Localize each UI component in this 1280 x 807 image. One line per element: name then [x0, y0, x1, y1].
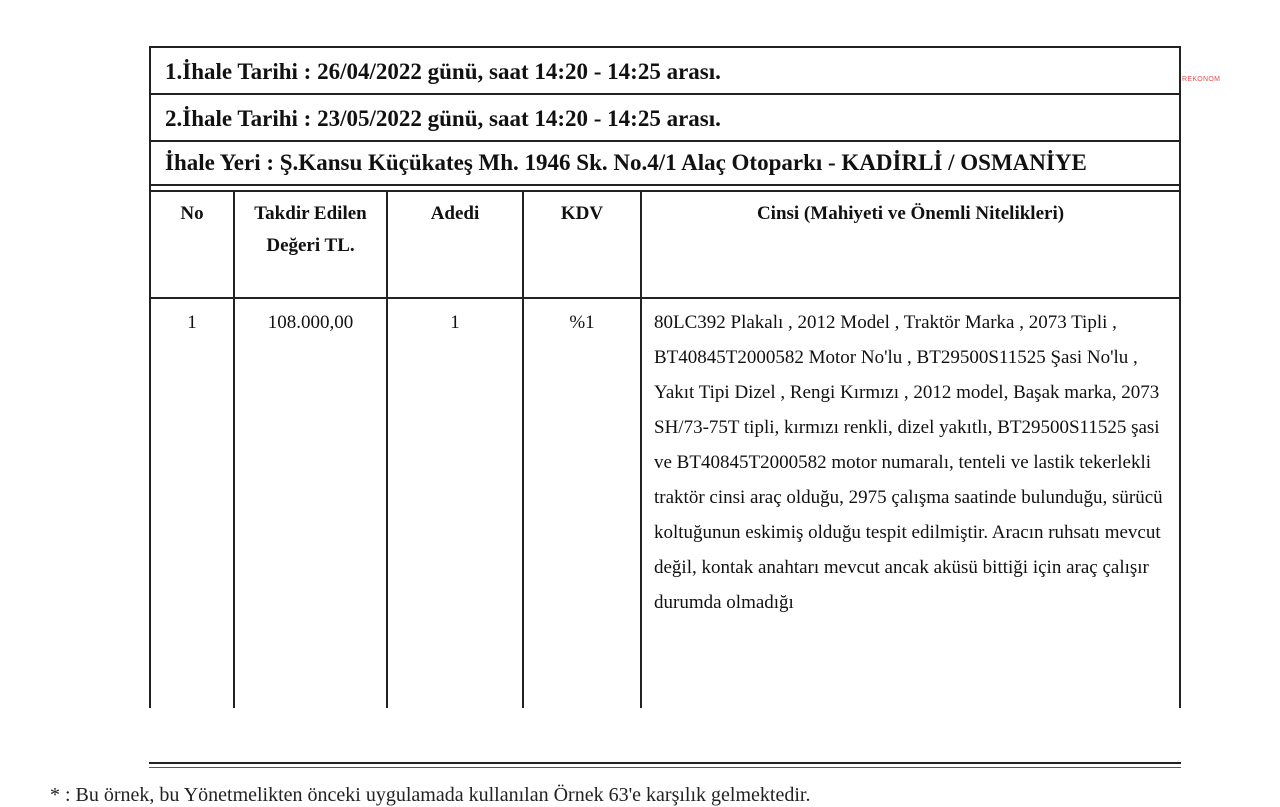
col-header-kdv: KDV [523, 192, 641, 298]
auction-notice [149, 46, 1181, 708]
col-header-description: Cinsi (Mahiyeti ve Önemli Nitelikleri) [641, 192, 1179, 298]
cell-description: 80LC392 Plakalı , 2012 Model , Traktör Marka , 2073 Tipli , BT40845T2000582 Motor No'lu , BT29500S11525 Şasi No'lu , Yakıt Tipi Dizel , Rengi Kırmızı , 2012 model, Başak marka, 2073 SH/73-75T tipli, kırmızı renkli, dizel yakıtlı, BT29500S11525 şasi ve BT40845T2000582 motor numaralı, tenteli ve lastik tekerlekli traktör cinsi araç olduğu, 2975 çalışma saatinde bulunduğu, sürücü koltuğunun eskimiş olduğu tespit edilmiştir. Aracın ruhsatı mevcut değil, kontak anahtarı mevcut ancak aküsü bittiği için araç çalışır durumda olmadığı [641, 298, 1179, 708]
cell-value: 108.000,00 [234, 298, 387, 708]
first-auction-date: 1.İhale Tarihi : 26/04/2022 günü, saat 14:20 - 14:25 arası. [151, 48, 1179, 95]
watermark: REKONOM [1182, 76, 1221, 83]
items-table [151, 192, 1179, 708]
bottom-border-inner [149, 767, 1181, 768]
col-header-no: No [151, 192, 234, 298]
cell-count: 1 [387, 298, 523, 708]
cell-kdv: %1 [523, 298, 641, 708]
col-header-value: Takdir Edilen Değeri TL. [234, 192, 387, 298]
auction-place: İhale Yeri : Ş.Kansu Küçükateş Mh. 1946 Sk. No.4/1 Alaç Otoparkı - KADİRLİ / OSMANİYE [151, 142, 1179, 186]
footnote: * : Bu örnek, bu Yönetmelikten önceki uygulamada kullanılan Örnek 63'e karşılık gelmektedir. [50, 784, 811, 806]
table-header-row [151, 192, 1179, 298]
col-header-count: Adedi [387, 192, 523, 298]
bottom-border [149, 762, 1181, 764]
second-auction-date: 2.İhale Tarihi : 23/05/2022 günü, saat 14:20 - 14:25 arası. [151, 95, 1179, 142]
cell-no: 1 [187, 312, 197, 333]
table-row [151, 298, 1179, 708]
